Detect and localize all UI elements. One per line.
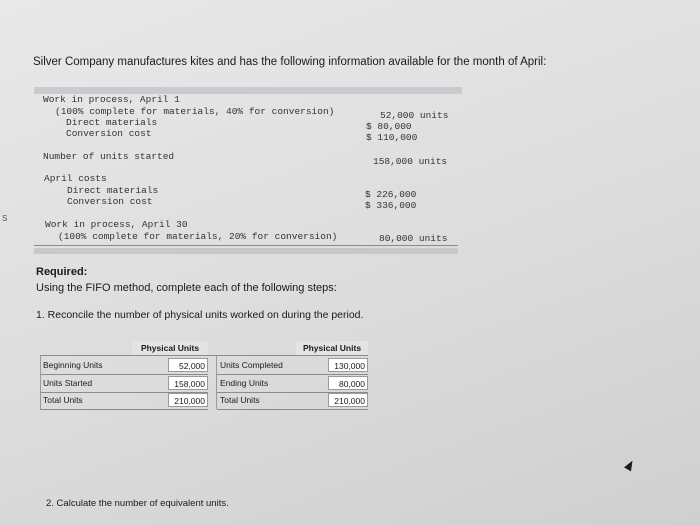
cc-label: Conversion cost [66,128,152,139]
units-started-label: Number of units started [43,151,175,162]
wip-end-label: Work in process, April 30 [45,219,188,230]
right-total-units-label: Total Units [220,395,260,405]
right-total-units-input[interactable]: 210,000 [328,393,368,407]
dm-label: Direct materials [66,117,158,128]
required-heading: Required: [36,266,88,278]
beginning-units-label: Beginning Units [43,360,103,370]
april-cc-label: Conversion cost [67,196,153,207]
left-total-units-label: Total Units [43,395,83,405]
beginning-units-input[interactable]: 52,000 [168,358,208,372]
units-started-row-label: Units Started [43,378,93,388]
table-top-line [40,355,368,356]
units-started-input[interactable]: 158,000 [168,376,208,390]
required-instruction: Using the FIFO method, complete each of the following steps: [36,282,337,294]
wip-end-units: 80,000 units [379,233,448,244]
problem-intro: Silver Company manufactures kites and has the following information available for the month of April: [33,56,547,68]
table-mid-border [216,356,217,409]
step-2-text: 2. Calculate the number of equivalent units. [46,498,229,509]
left-header: Physical Units [132,341,208,355]
mouse-cursor-icon [624,459,636,472]
units-completed-label: Units Completed [220,360,283,370]
ending-units-label: Ending Units [220,378,269,388]
wip-begin-units: 52,000 units [380,110,449,121]
table-left-border [40,356,41,409]
left-total-units-input[interactable]: 210,000 [168,393,208,407]
table-row-line [40,374,208,375]
wip-begin-label: Work in process, April 1 [43,94,180,105]
units-completed-input[interactable]: 130,000 [328,358,368,372]
table-bottom-line [40,409,208,410]
table-bottom-line [217,409,368,410]
wip-end-note: (100% complete for materials, 20% for conversion) [58,231,338,242]
ending-units-input[interactable]: 80,000 [328,376,368,390]
right-header: Physical Units [296,341,368,355]
schedule-bottom-rule [34,248,458,254]
april-costs-label: April costs [44,173,107,184]
april-cc-value: $ 336,000 [365,200,417,211]
schedule-top-rule [34,87,462,94]
step-1-text: 1. Reconcile the number of physical units worked on during the period. [36,309,364,321]
april-dm-label: Direct materials [67,185,159,196]
wip-begin-note: (100% complete for materials, 40% for conversion) [55,106,335,117]
units-started-value: 158,000 units [373,156,448,167]
april-dm-value: $ 226,000 [365,189,417,200]
cc-value: $ 110,000 [366,132,418,143]
margin-glyph: S [2,214,8,223]
schedule-underline [34,245,458,246]
table-row-line [217,374,368,375]
dm-value: $ 80,000 [366,121,412,132]
